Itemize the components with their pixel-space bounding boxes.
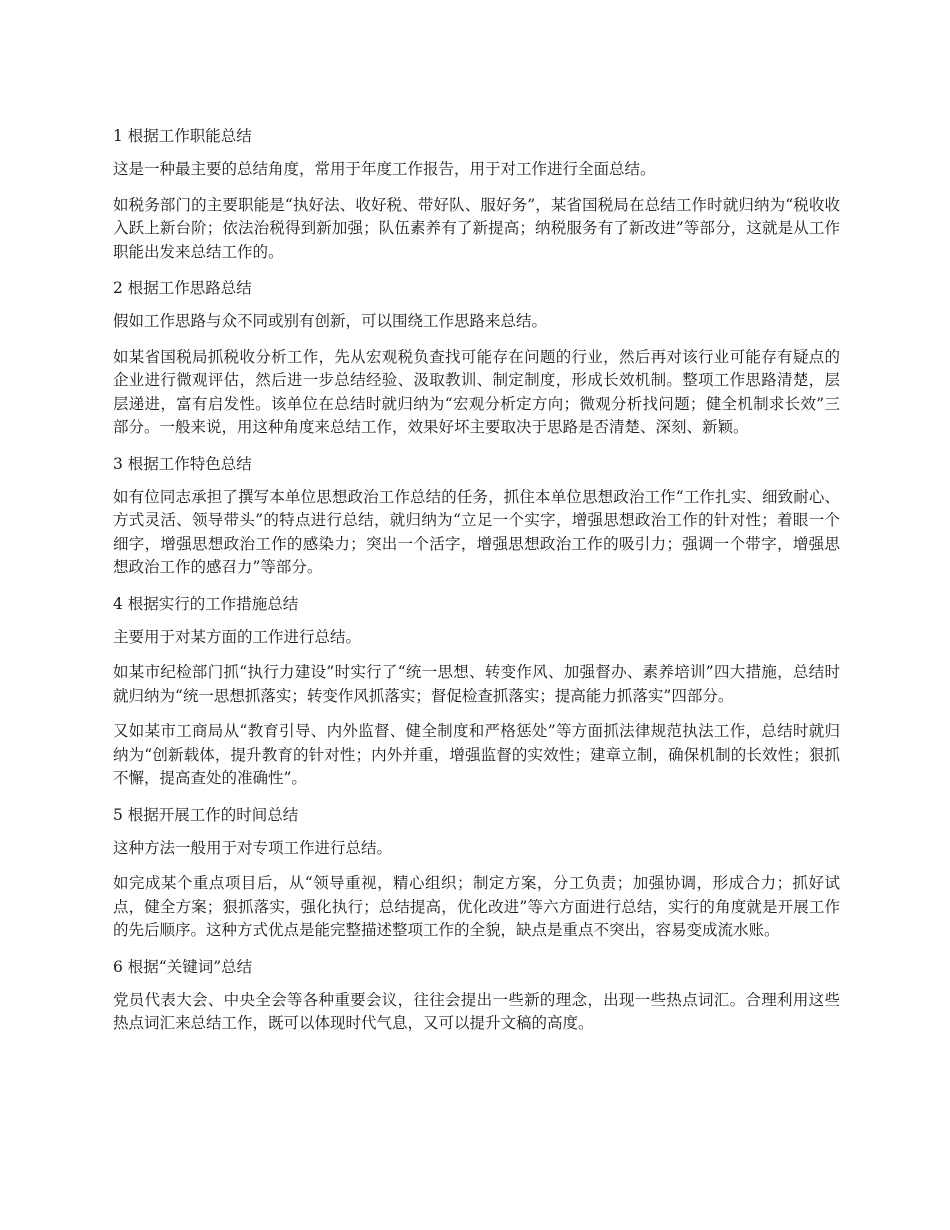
paragraph: 这种方法一般用于对专项工作进行总结。	[113, 838, 393, 857]
section-1	[113, 124, 840, 264]
section-heading: 5 根据开展工作的时间总结	[113, 805, 299, 824]
section-3	[113, 452, 840, 580]
paragraph: 党员代表大会、中央全会等各种重要会议，往往会提出一些新的理念，出现一些热点词汇。合理利用这些热点词汇来总结工作，既可以体现时代气息，又可以提升文稿的高度。	[113, 990, 840, 1032]
section-heading: 1 根据工作职能总结	[113, 127, 252, 145]
paragraph: 如某省国税局抓税收分析工作，先从宏观税负查找可能存在问题的行业，然后再对该行业可能存有疑点的企业进行微观评估，然后进一步总结经验、汲取教训、制定制度，形成长效机制。整项工作思路清楚，层层递进，富有启发性。该单位在总结时就归纳为“宏观分析定方向；微观分析找问题；健全机制求长效”三部分。一般来说，用这种角度来总结工作，效果好坏主要取决于思路是否清楚、深刻、新颖。	[113, 347, 840, 436]
document-page	[113, 124, 840, 1048]
section-4	[113, 592, 840, 791]
paragraph: 又如某市工商局从“教育引导、内外监督、健全制度和严格惩处”等方面抓法律规范执法工作，总结时就归纳为“创新载体，提升教育的针对性；内外并重，增强监督的实效性；建章立制，确保机制的长效性；狠抓不懈，提高查处的准确性”。	[113, 722, 840, 787]
paragraph: 这是一种最主要的总结角度，常用于年度工作报告，用于对工作进行全面总结。	[113, 160, 656, 178]
section-6	[113, 955, 840, 1036]
paragraph: 假如工作思路与众不同或别有创新，可以围绕工作思路来总结。	[113, 312, 548, 330]
section-5	[113, 803, 840, 943]
section-heading: 4 根据实行的工作措施总结	[113, 594, 299, 613]
paragraph: 如有位同志承担了撰写本单位思想政治工作总结的任务，抓住本单位思想政治工作“工作扎实、细致耐心、方式灵活、领导带头”的特点进行总结，就归纳为“立足一个实字，增强思想政治工作的针对性；着眼一个细字，增强思想政治工作的感染力；突出一个活字，增强思想政治工作的吸引力；强调一个带字，增强思想政治工作的感召力”等部分。	[113, 487, 840, 576]
section-heading: 6 根据“关键词”总结	[113, 957, 253, 976]
section-heading: 2 根据工作思路总结	[113, 279, 252, 297]
paragraph: 如某市纪检部门抓“执行力建设”时实行了“统一思想、转变作风、加强督办、素养培训”四大措施，总结时就归纳为“统一思想抓落实；转变作风抓落实；督促检查抓落实；提高能力抓落实”四部分。	[113, 663, 840, 705]
paragraph: 如完成某个重点项目后，从“领导重视，精心组织；制定方案，分工负责；加强协调，形成合力；抓好试点，健全方案；狠抓落实，强化执行；总结提高，优化改进”等六方面进行总结，实行的角度就是开展工作的先后顺序。这种方式优点是能完整描述整项工作的全貌，缺点是重点不突出，容易变成流水账。	[113, 874, 840, 939]
section-2	[113, 276, 840, 440]
paragraph: 如税务部门的主要职能是“执好法、收好税、带好队、服好务”，某省国税局在总结工作时就归纳为“税收收入跃上新台阶；依法治税得到新加强；队伍素养有了新提高；纳税服务有了新改进”等部分，这就是从工作职能出发来总结工作的。	[113, 195, 840, 261]
section-heading: 3 根据工作特色总结	[113, 454, 252, 473]
paragraph: 主要用于对某方面的工作进行总结。	[113, 627, 362, 646]
